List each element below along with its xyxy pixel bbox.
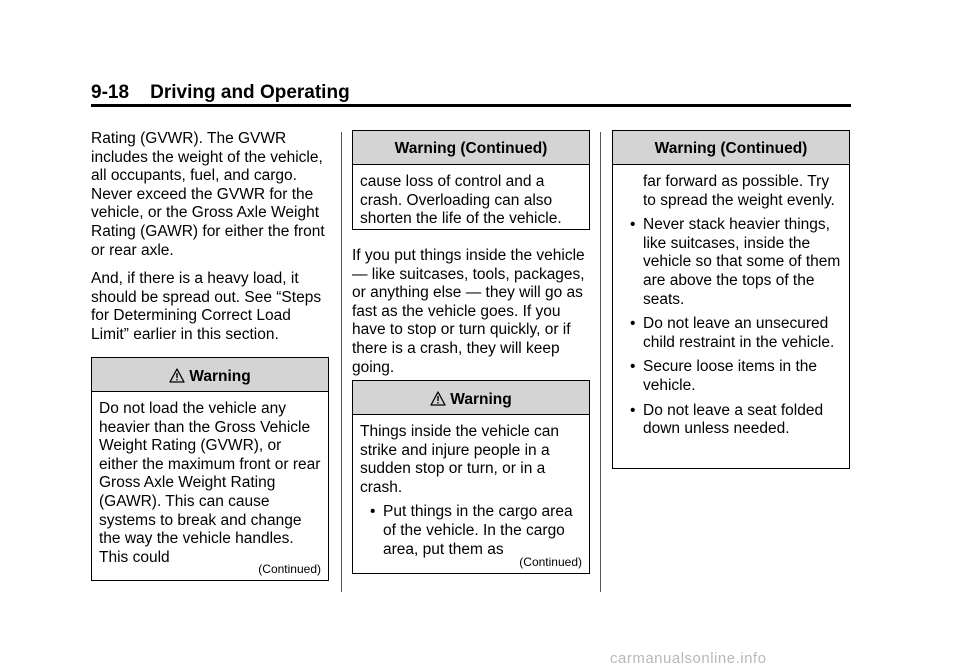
bullet-marker: •: [630, 401, 636, 419]
body-paragraph: If you put things inside the vehicle — like suitcases, tools, packages, or anything else — they will go as fast as the vehicle goes. If you have to stop or turn quickly, or if there is a crash, they will keep going.: [352, 247, 585, 376]
section-title: Driving and Operating: [150, 82, 350, 103]
continued-note: (Continued): [258, 562, 321, 576]
bullet-list: [360, 503, 582, 559]
column-1: [91, 130, 329, 345]
column-divider-2: [600, 132, 601, 592]
bullet-marker: •: [630, 358, 636, 376]
warning-title: Warning (Continued): [394, 140, 548, 157]
list-item-text: Do not leave an unsecured child restraint in the vehicle.: [643, 315, 835, 351]
header-rule: [91, 104, 851, 107]
column-divider-1: [341, 132, 342, 592]
warning-box-continued: [612, 130, 850, 469]
list-item: [360, 503, 582, 559]
warning-box-header: [353, 381, 589, 415]
list-item-text: Do not leave a seat folded down unless needed.: [643, 401, 824, 438]
warning-body-text: Things inside the vehicle can strike and injure people in a sudden stop or turn, or in a crash.: [360, 423, 560, 496]
continued-note: (Continued): [519, 555, 582, 569]
warning-box-continued: [352, 130, 590, 230]
warning-box-header: [92, 358, 328, 392]
warning-body: cause loss of control and a crash. Overloading can also shorten the life of the vehicle.: [360, 173, 562, 228]
page-header: [91, 82, 851, 104]
list-item: [620, 358, 842, 395]
warning-triangle-icon: [430, 391, 446, 411]
warning-box: [91, 357, 329, 581]
warning-body: Do not load the vehicle any heavier than the Gross Vehicle Weight Rating (GVWR), or either the maximum front or rear Gross Axle Weight Rating (GAWR). This can cause systems to break and change the way the vehicle handles. This could: [99, 400, 321, 566]
warning-triangle-icon: [169, 368, 185, 388]
bullet-marker: •: [630, 315, 636, 333]
list-item-text: Never stack heavier things, like suitcases, inside the vehicle so that some of them are above the tops of the seats.: [643, 216, 841, 308]
bullet-list: [620, 216, 842, 439]
warning-body: [613, 165, 849, 439]
list-item-text: Secure loose items in the vehicle.: [643, 358, 818, 394]
warning-body-text: far forward as possible. Try to spread the weight evenly.: [643, 173, 835, 209]
bullet-marker: •: [370, 503, 376, 521]
bullet-marker: •: [630, 216, 636, 234]
list-item: [620, 315, 842, 352]
body-paragraph: Rating (GVWR). The GVWR includes the weight of the vehicle, all occupants, fuel, and cargo. Never exceed the GVWR for the vehicle, or the Gross Axle Weight Rating (GAWR) for either the front or rear axle.: [91, 130, 325, 259]
warning-title: Warning: [189, 368, 251, 385]
warning-title: Warning (Continued): [654, 140, 808, 157]
warning-title: Warning: [450, 391, 512, 408]
column-2: [352, 247, 590, 377]
page-header-text: [91, 82, 350, 104]
warning-body: [353, 415, 589, 559]
page-number: 9-18: [91, 82, 130, 103]
list-item: [620, 216, 842, 309]
list-item: [620, 402, 842, 439]
watermark: carmanualsonline.info: [610, 650, 767, 667]
body-paragraph: And, if there is a heavy load, it should be spread out. See “Steps for Determining Correct Load Limit” earlier in this section.: [91, 270, 322, 343]
warning-box-header: [353, 131, 589, 165]
warning-box-header: [613, 131, 849, 165]
warning-box: [352, 380, 590, 574]
list-item-text: Put things in the cargo area of the vehicle. In the cargo area, put them as: [383, 503, 573, 558]
